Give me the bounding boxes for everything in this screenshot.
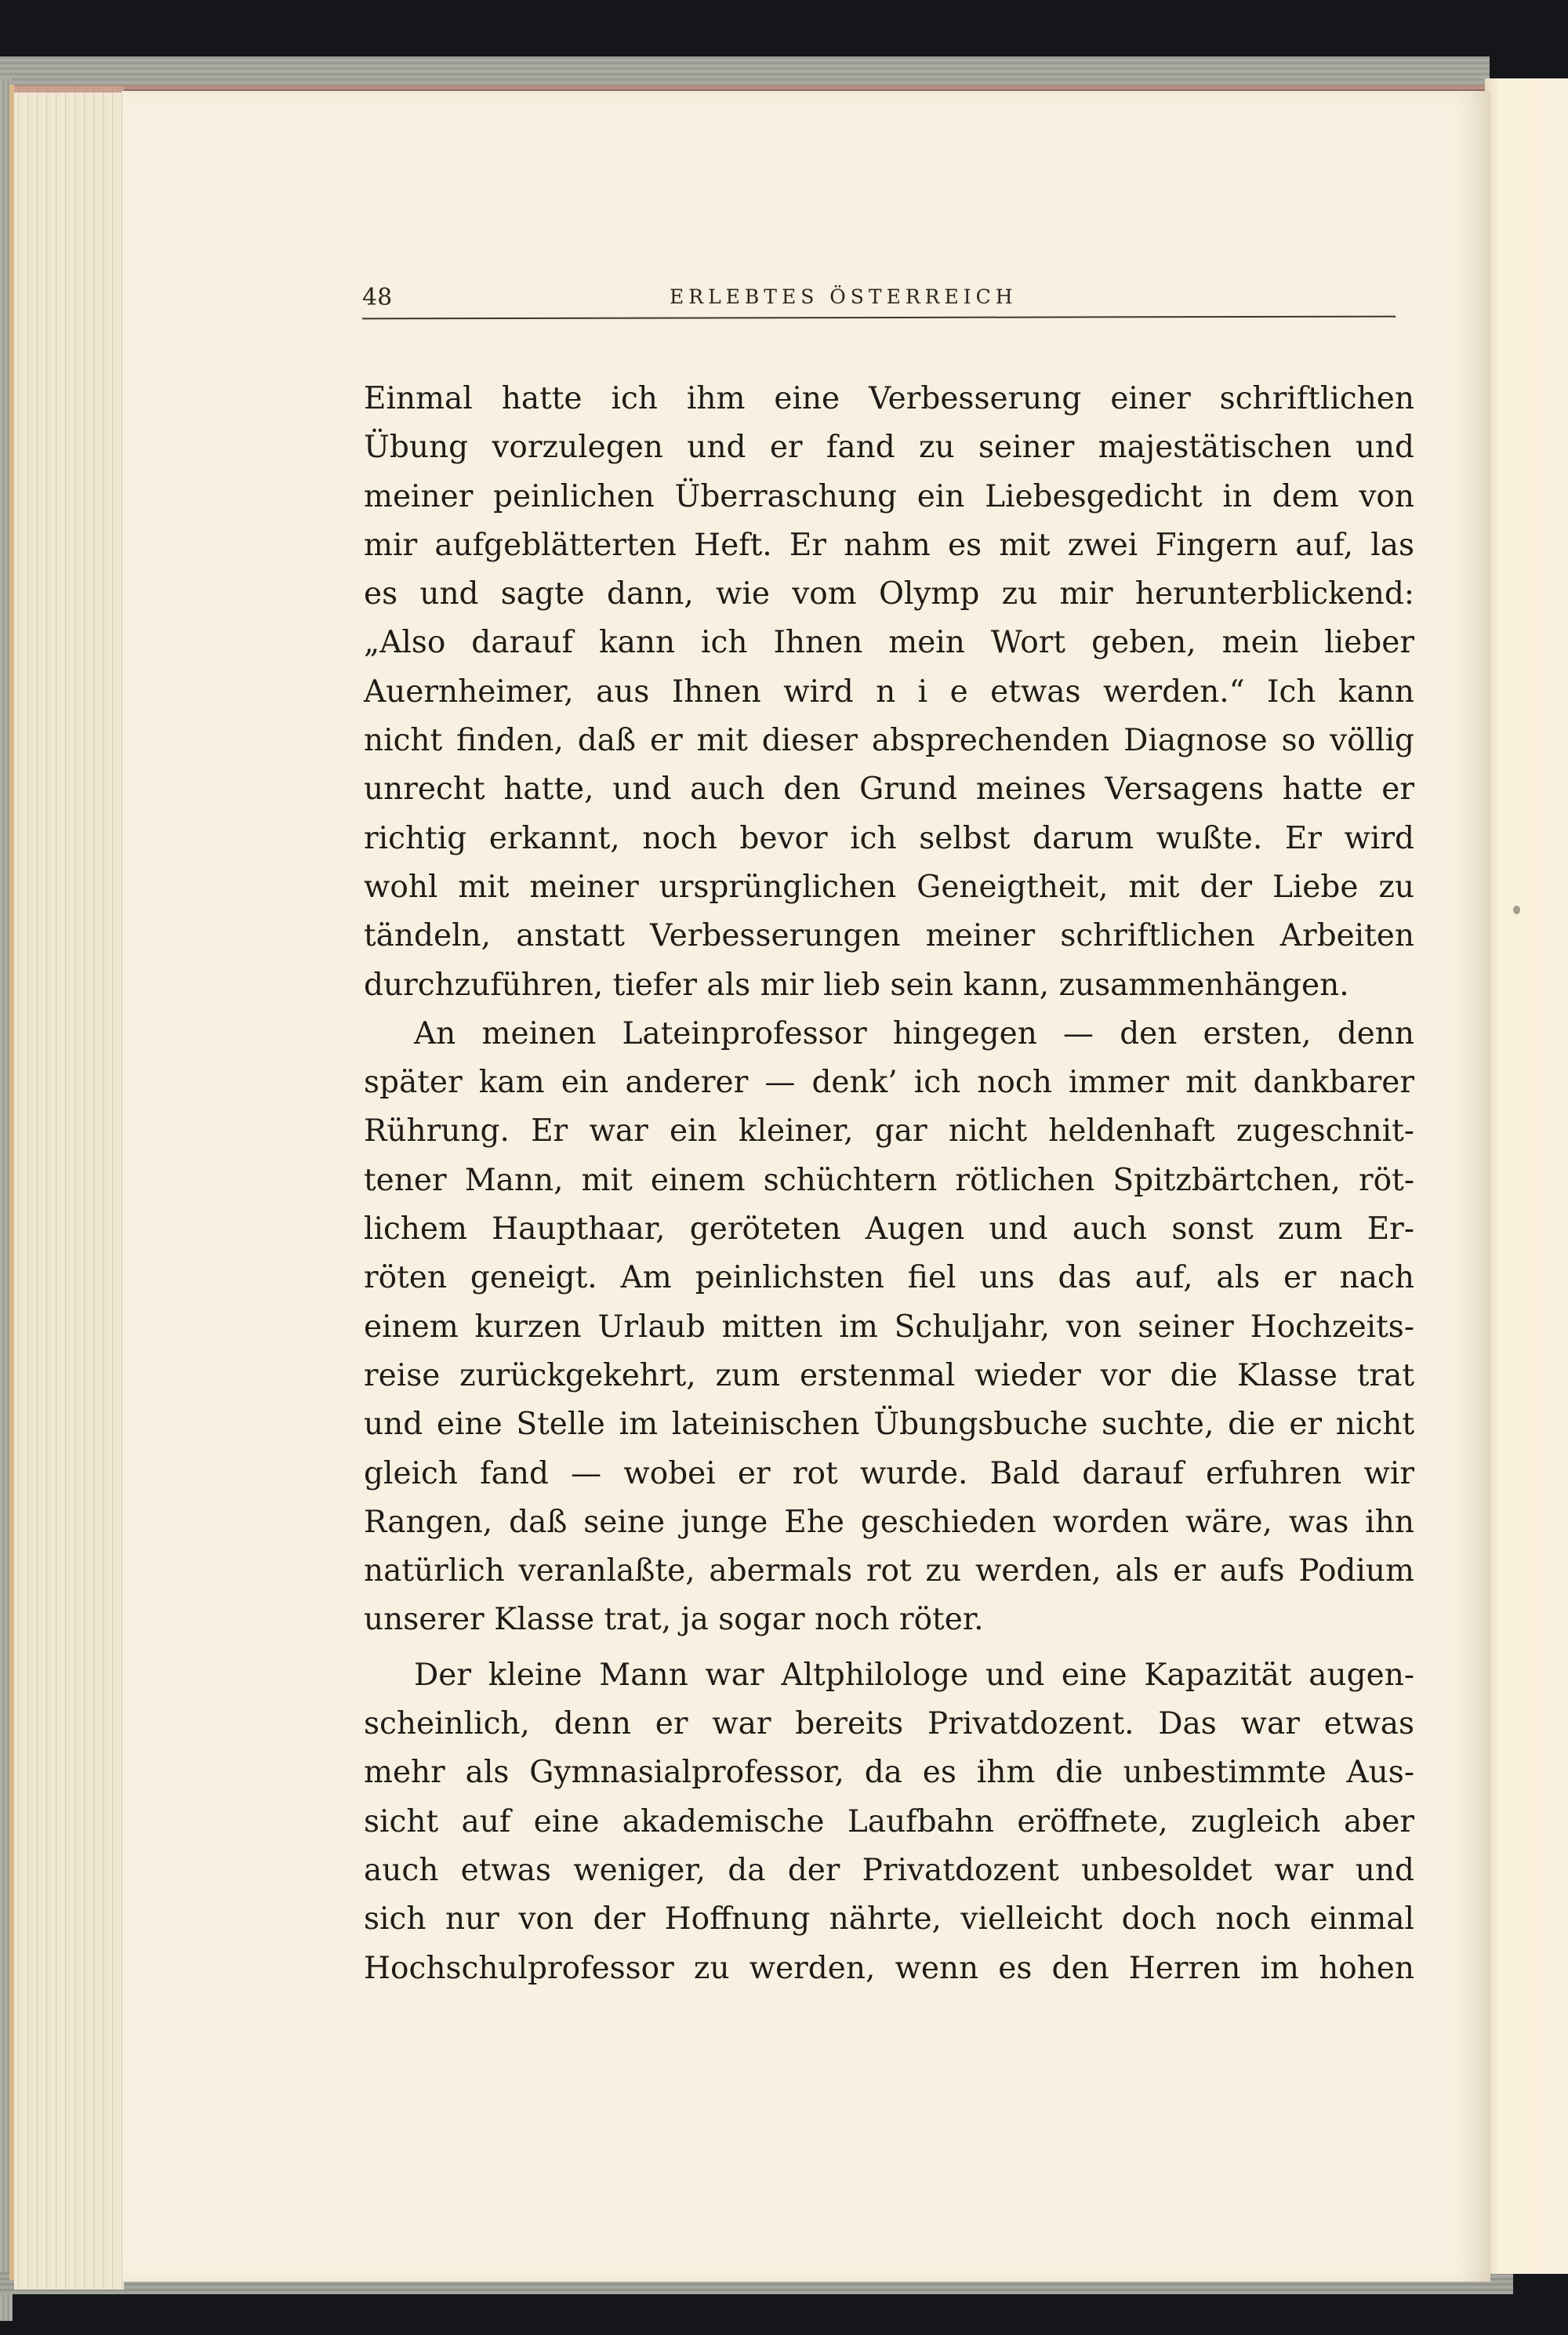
text-line: Einmal hatte ich ihm eine Verbesserung einer schriftlichen [364,381,1414,416]
paragraph [364,375,1414,1010]
text-line: tändeln, anstatt Verbesserungen meiner schriftlichen Arbeiten [364,918,1414,954]
text-line: mir aufgeblätterten Heft. Er nahm es mit zwei Fingern auf, las [364,527,1414,563]
text-line: und eine Stelle im lateinischen Übungsbuche suchte, die er nicht [364,1407,1414,1443]
paper-spot [1513,906,1520,914]
paragraph [364,1010,1414,1645]
paragraph [364,1651,1414,1993]
text-line: wohl mit meiner ursprünglichen Geneigtheit, mit der Liebe zu [364,869,1414,905]
text-line: Rührung. Er war ein kleiner, gar nicht heldenhaft zugeschnit- [364,1113,1414,1149]
text-line: reise zurückgekehrt, zum erstenmal wieder vor die Klasse trat [364,1357,1414,1393]
text-line: gleich fand — wobei er rot wurde. Bald darauf erfuhren wir [364,1455,1414,1491]
text-line: An meinen Lateinprofessor hingegen — den ersten, denn [414,1015,1414,1051]
text-line: einem kurzen Urlaub mitten im Schuljahr, von seiner Hochzeits- [364,1309,1414,1345]
text-line: unserer Klasse trat, ja sogar noch röter. [364,1602,984,1638]
text-line: unrecht hatte, und auch den Grund meines Versagens hatte er [364,772,1414,808]
text-line: sich nur von der Hoffnung nährte, vielleicht doch noch einmal [364,1901,1414,1937]
paragraph-gap [364,1645,1414,1651]
text-line: meiner peinlichen Überraschung ein Liebesgedicht in dem von [364,478,1414,514]
text-line: Übung vorzulegen und er fand zu seiner majestätischen und [364,430,1414,466]
text-line: Auernheimer, aus Ihnen wird n i e etwas werden.“ Ich kann [364,674,1414,710]
body-text [364,375,1414,1993]
text-line: Rangen, daß seine junge Ehe geschieden worden wäre, was ihn [364,1504,1414,1540]
text-line: sicht auf eine akademische Laufbahn eröffnete, zugleich aber [364,1803,1414,1839]
text-line: auch etwas weniger, da der Privatdozent unbesoldet war und [364,1852,1414,1888]
text-line: es und sagte dann, wie vom Olymp zu mir herunterblickend: [364,576,1414,612]
text-line: „Also darauf kann ich Ihnen mein Wort geben, mein lieber [364,625,1414,661]
page-stack-edges [14,86,124,2290]
text-line: Hochschulprofessor zu werden, wenn es den Herren im hohen [364,1950,1414,1986]
facing-page-edge [1485,78,1568,2274]
text-line: durchzuführen, tiefer als mir lieb sein kann, zusammenhängen. [364,967,1349,1003]
text-line: natürlich veranlaßte, abermals rot zu werden, als er aufs Podium [364,1553,1414,1589]
text-line: nicht finden, daß er mit dieser absprechenden Diagnose so völlig [364,723,1414,759]
text-line: scheinlich, denn er war bereits Privatdozent. Das war etwas [364,1706,1414,1742]
running-title: ERLEBTES ÖSTERREICH [670,285,1018,308]
text-line: lichem Haupthaar, geröteten Augen und auch sonst zum Er- [364,1211,1414,1247]
running-header [362,284,1396,315]
text-line: richtig erkannt, noch bevor ich selbst darum wußte. Er wird [364,820,1414,856]
text-line: später kam ein anderer — denk’ ich noch immer mit dankbarer [364,1065,1414,1101]
text-line: mehr als Gymnasialprofessor, da es ihm die unbestimmte Aus- [364,1755,1414,1791]
text-line: tener Mann, mit einem schüchtern rötlichen Spitzbärtchen, röt- [364,1162,1414,1198]
page-number: 48 [362,284,393,311]
text-line: Der kleine Mann war Altphilologe und eine Kapazität augen- [414,1657,1414,1693]
text-line: röten geneigt. Am peinlichsten fiel uns das auf, als er nach [364,1260,1414,1296]
